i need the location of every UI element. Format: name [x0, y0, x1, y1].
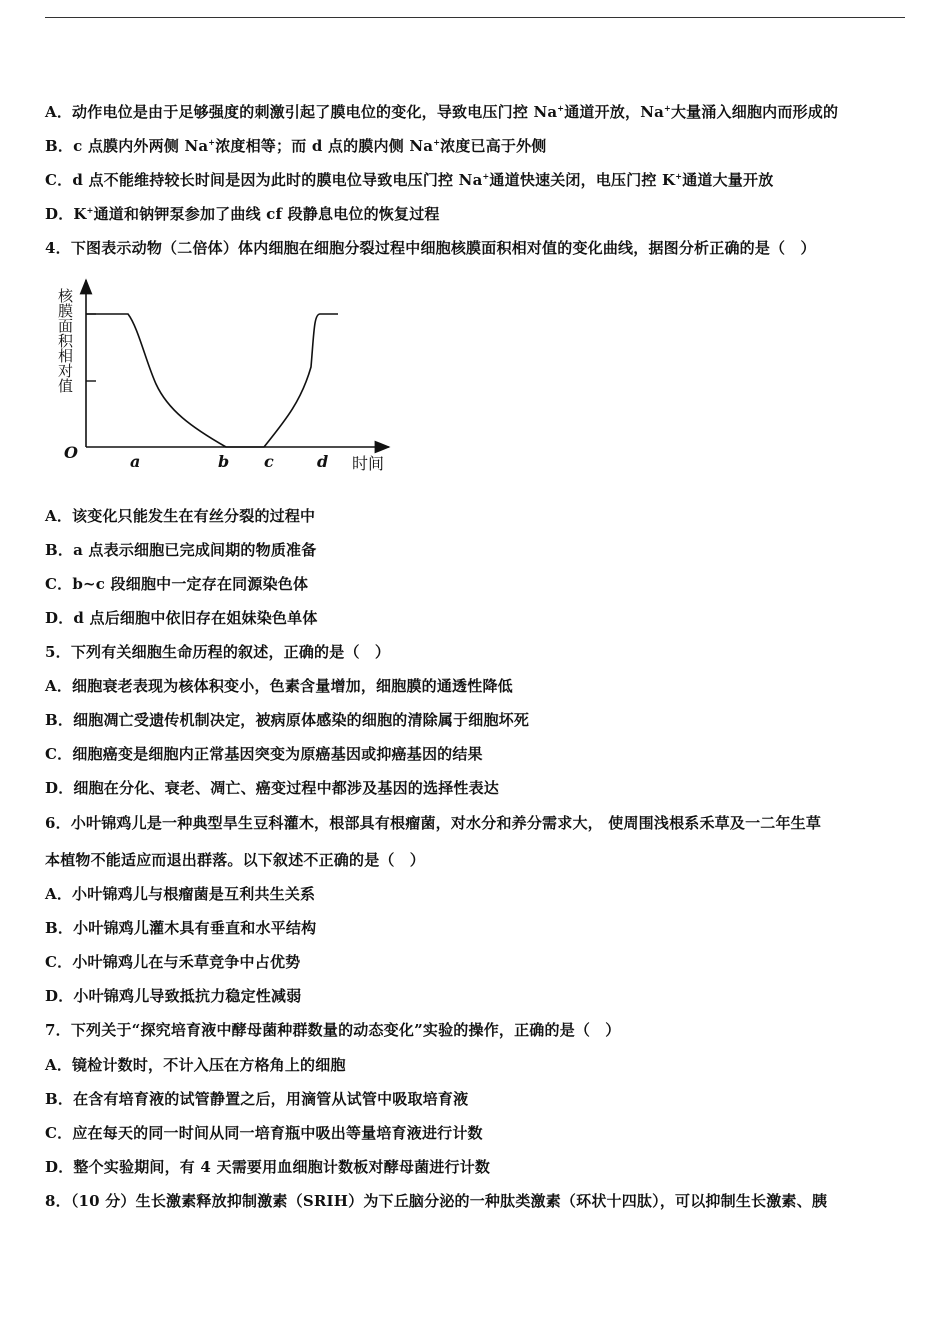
q6-stem-line2: 本植物不能适应而退出群落。以下叙述不正确的是（ ）	[45, 851, 426, 869]
x-tick-d: d	[317, 452, 329, 471]
q4-option-d[interactable]: D．d 点后细胞中依旧存在姐妹染色单体	[45, 609, 318, 627]
q7-option-d[interactable]: D．整个实验期间，有 4 天需要用血细胞计数板对酵母菌进行计数	[45, 1158, 491, 1176]
q7-stem: 7．下列关于“探究培育液中酵母菌种群数量的动态变化”实验的操作，正确的是（ ）	[45, 1021, 621, 1039]
q4-option-c[interactable]: C．b~c 段细胞中一定存在同源染色体	[45, 575, 309, 593]
q7-option-a[interactable]: A．镜检计数时，不计入压在方格角上的细胞	[45, 1056, 346, 1074]
q6-option-d[interactable]: D．小叶锦鸡儿导致抵抗力稳定性减弱	[45, 987, 302, 1005]
nuclear-membrane-area-figure	[46, 272, 406, 482]
x-tick-c: c	[264, 452, 274, 471]
area-curve	[86, 314, 338, 447]
q4-option-b[interactable]: B．a 点表示细胞已完成间期的物质准备	[45, 541, 317, 559]
x-axis-label: 时间	[352, 454, 385, 473]
origin-label: O	[64, 443, 78, 462]
q8-stem: 8．（10 分）生长激素释放抑制激素（SRIH）为下丘脑分泌的一种肽类激素（环状十四肽），可以抑制生长激素、胰	[45, 1192, 828, 1210]
y-axis-label: 核膜面积相对值	[56, 288, 74, 393]
q6-option-a[interactable]: A．小叶锦鸡儿与根瘤菌是互利共生关系	[45, 885, 316, 903]
q3-option-a[interactable]: A．动作电位是由于足够强度的刺激引起了膜电位的变化，导致电压门控 Na+通道开放，Na+大量涌入细胞内而形成的	[45, 103, 839, 121]
q7-option-c[interactable]: C．应在每天的同一时间从同一培育瓶中吸出等量培育液进行计数	[45, 1124, 483, 1142]
q5-option-d[interactable]: D．细胞在分化、衰老、凋亡、癌变过程中都涉及基因的选择性表达	[45, 779, 500, 797]
q5-option-a[interactable]: A．细胞衰老表现为核体积变小，色素含量增加，细胞膜的通透性降低	[45, 677, 513, 695]
q5-option-c[interactable]: C．细胞癌变是细胞内正常基因突变为原癌基因或抑癌基因的结果	[45, 745, 483, 763]
q6-stem-line1: 6．小叶锦鸡儿是一种典型旱生豆科灌木，根部具有根瘤菌，对水分和养分需求大， 使周围浅根系禾草及一二年生草	[45, 814, 822, 832]
q4-option-a[interactable]: A．该变化只能发生在有丝分裂的过程中	[45, 507, 316, 525]
q5-option-b[interactable]: B．细胞凋亡受遗传机制决定，被病原体感染的细胞的清除属于细胞坏死	[45, 711, 530, 729]
q5-stem: 5．下列有关细胞生命历程的叙述，正确的是（ ）	[45, 643, 391, 661]
q4-stem: 4．下图表示动物（二倍体）体内细胞在细胞分裂过程中细胞核膜面积相对值的变化曲线，据图分析正确的是（ ）	[45, 239, 816, 257]
q6-option-b[interactable]: B．小叶锦鸡儿灌木具有垂直和水平结构	[45, 919, 317, 937]
q6-option-c[interactable]: C．小叶锦鸡儿在与禾草竞争中占优势	[45, 953, 301, 971]
x-tick-b: b	[218, 452, 230, 471]
q3-option-d[interactable]: D．K+通道和钠钾泵参加了曲线 cf 段静息电位的恢复过程	[45, 205, 440, 223]
q7-option-b[interactable]: B．在含有培育液的试管静置之后，用滴管从试管中吸取培育液	[45, 1090, 469, 1108]
q3-option-c[interactable]: C．d 点不能维持较长时间是因为此时的膜电位导致电压门控 Na+通道快速关闭，电压门控 K+通道大量开放	[45, 171, 774, 189]
header-rule	[45, 17, 905, 18]
q3-option-b[interactable]: B．c 点膜内外两侧 Na+浓度相等；而 d 点的膜内侧 Na+浓度已高于外侧	[45, 137, 547, 155]
x-tick-a: a	[130, 452, 141, 471]
